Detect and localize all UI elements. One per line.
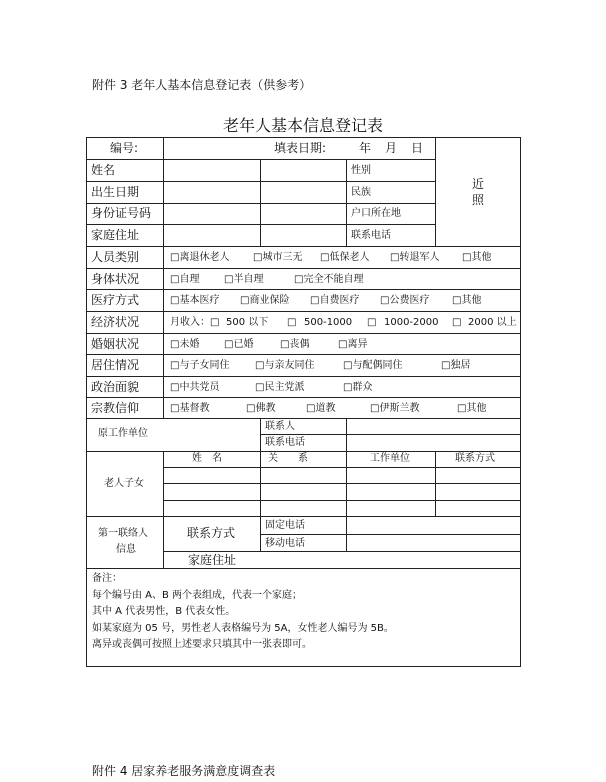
religion-option[interactable]: □基督教 [170,403,210,414]
first-contact-label-2: 信息 [116,544,136,555]
religion-option[interactable]: □其他 [457,403,487,414]
religion-option[interactable]: □佛教 [246,403,276,414]
name-label: 姓名 [91,163,116,177]
income-checkbox[interactable]: □ [287,317,297,328]
month-label: 月 [385,141,398,155]
first-contact-home-label: 家庭住址 [188,553,237,567]
phone-label: 联系电话 [351,230,391,241]
health-option[interactable]: □半自理 [224,274,264,285]
income-option-text: 500 以下 [226,317,269,328]
form-title: 老年人基本信息登记表 [222,116,383,135]
notes-section [92,571,394,654]
medical-option[interactable]: □公费医疗 [380,295,430,306]
living-option[interactable]: □与子女同住 [170,360,230,371]
category-option[interactable]: □转退军人 [390,252,440,263]
gender-label: 性别 [351,165,371,176]
health-label: 身体状况 [91,272,140,286]
living-option[interactable]: □与配偶同住 [343,360,403,371]
notes-line: 每个编号由 A、B 两个表组成，代表一个家庭； [92,589,303,601]
religion-option[interactable]: □伊斯兰教 [370,403,420,414]
category-option[interactable]: □城市三无 [253,252,303,263]
children-label: 老人子女 [104,478,144,489]
medical-label: 医疗方式 [91,293,140,307]
ethnic-label: 民族 [351,187,371,198]
income-option-text: 500-1000 [304,317,353,328]
category-option[interactable]: □离退休老人 [170,252,230,263]
birth-label: 出生日期 [91,185,140,199]
religion-label: 宗教信仰 [91,401,140,415]
day-label: 日 [411,141,424,155]
children-header-contact: 联系方式 [455,453,495,464]
medical-option[interactable]: □其他 [452,295,482,306]
number-label: 编号: [110,141,139,155]
income-option-text: 1000-2000 [384,317,439,328]
notes-line: 其中 A 代表男性，B 代表女性。 [92,606,236,617]
marriage-option[interactable]: □离异 [338,339,368,350]
workplace-phone-label: 联系电话 [265,437,305,448]
first-contact-label-1: 第一联络人 [98,528,148,539]
mobile-phone-label: 移动电话 [265,538,305,549]
income-label[interactable]: 月收入：□ [170,317,220,328]
living-label: 居住情况 [91,358,140,372]
workplace-contact-label: 联系人 [265,421,295,432]
photo-label-1: 近 [472,177,485,191]
politics-option[interactable]: □民主党派 [255,382,305,393]
marriage-label: 婚姻状况 [91,337,140,351]
medical-option[interactable]: □商业保险 [240,295,290,306]
fill-date-label: 填表日期: [274,141,327,155]
income-checkbox[interactable]: □ [452,317,462,328]
living-option[interactable]: □与亲友同住 [255,360,315,371]
notes-line: 如某家庭为 05 号，男性老人表格编号为 5A，女性老人编号为 5B。 [92,622,394,634]
children-header-workplace: 工作单位 [370,453,410,464]
medical-option[interactable]: □基本医疗 [170,295,220,306]
children-header-relation: 关 系 [268,453,308,464]
economy-label: 经济状况 [91,315,140,329]
marriage-option[interactable]: □已婚 [224,339,254,350]
id-number-label: 身份证号码 [91,206,152,220]
annex-4-heading: 附件 4 居家养老服务满意度调查表 [92,764,276,778]
politics-option[interactable]: □群众 [343,382,373,393]
marriage-option[interactable]: □丧偶 [280,339,310,350]
address-label: 家庭住址 [91,228,140,242]
year-label: 年 [359,141,372,155]
notes-line: 备注： [92,573,122,584]
living-option[interactable]: □独居 [441,360,471,371]
medical-option[interactable]: □自费医疗 [310,295,360,306]
income-option-text: 2000 以上 [468,317,517,328]
workplace-label: 原工作单位 [98,428,148,439]
hukou-label: 户口所在地 [351,208,401,219]
notes-line: 离异或丧偶可按照上述要求只填其中一张表即可。 [92,639,312,650]
photo-label-2: 照 [472,193,485,207]
income-checkbox[interactable]: □ [367,317,377,328]
politics-option[interactable]: □中共党员 [170,382,220,393]
category-option[interactable]: □低保老人 [320,252,370,263]
marriage-option[interactable]: □未婚 [170,339,200,350]
annex-3-heading: 附件 3 老年人基本信息登记表（供参考） [92,78,312,92]
fixed-phone-label: 固定电话 [265,520,305,531]
category-label: 人员类别 [91,250,140,264]
category-option[interactable]: □其他 [462,252,492,263]
health-option[interactable]: □完全不能自理 [294,274,364,285]
children-header-name: 姓 名 [192,453,222,464]
health-option[interactable]: □自理 [170,274,200,285]
religion-option[interactable]: □道教 [306,403,336,414]
first-contact-method-label: 联系方式 [187,526,236,540]
politics-label: 政治面貌 [91,380,140,394]
